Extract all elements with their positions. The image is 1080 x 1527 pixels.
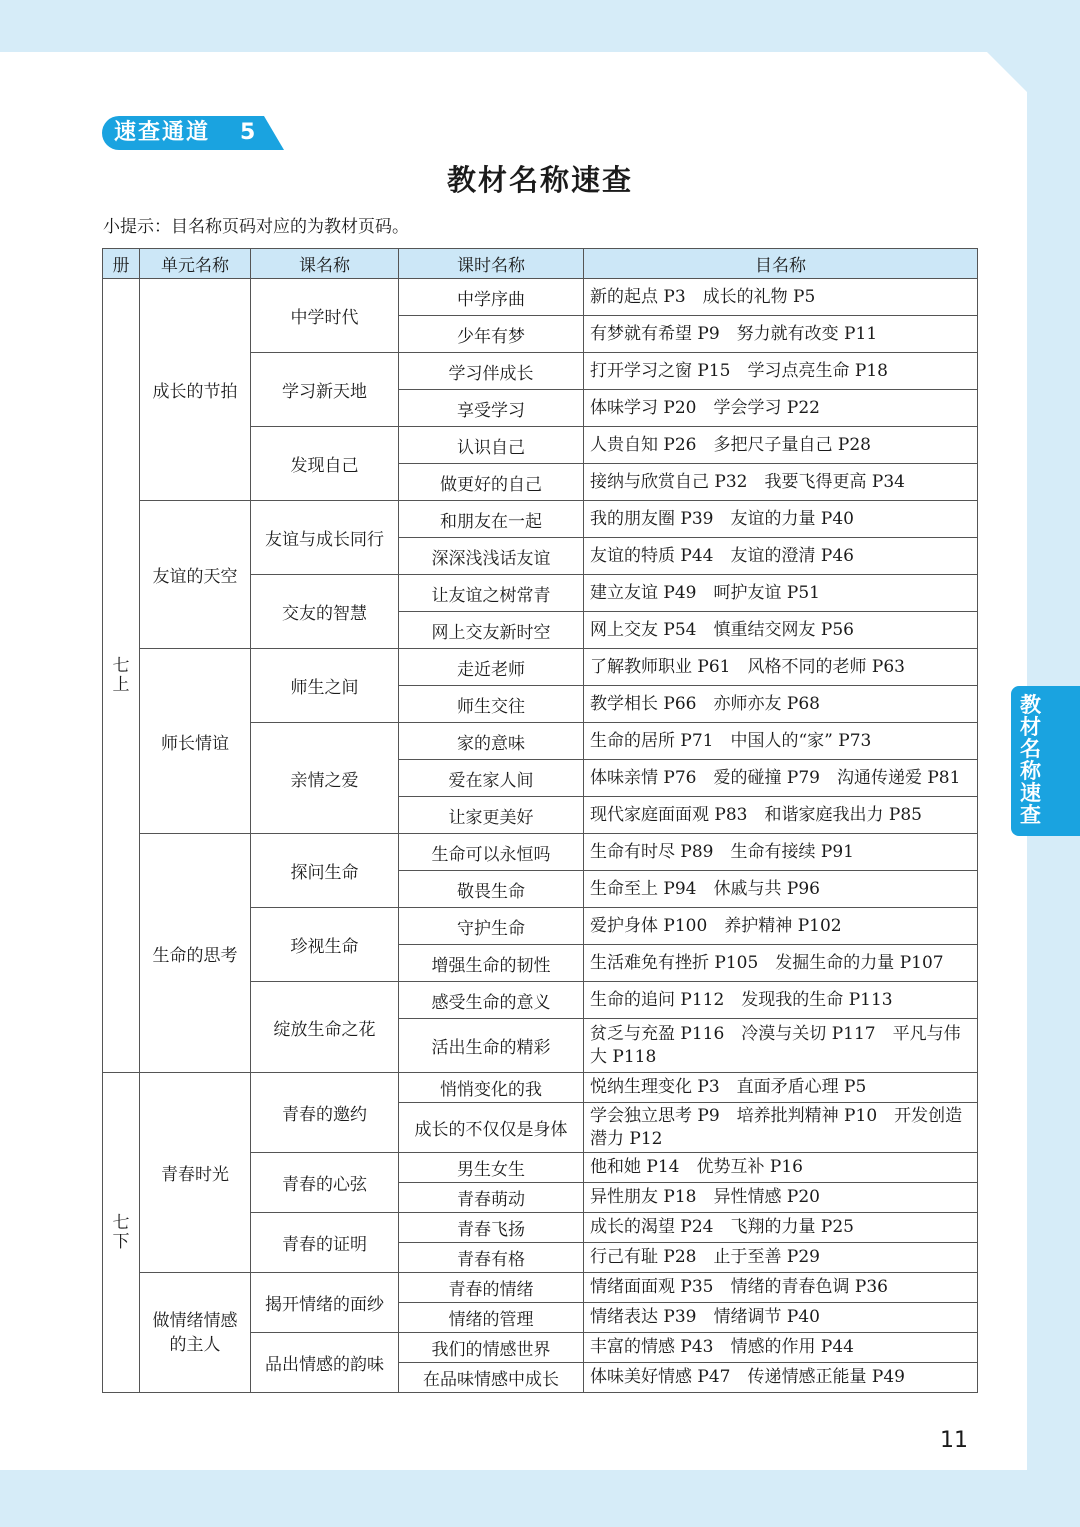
period-cell: 中学序曲 xyxy=(399,279,584,316)
lesson-cell: 绽放生命之花 xyxy=(251,982,399,1073)
period-cell: 我们的情感世界 xyxy=(399,1333,584,1363)
section-badge-number: 5 xyxy=(240,120,256,145)
item-cell: 异性朋友 P18 异性情感 P20 xyxy=(584,1183,978,1213)
item-cell: 行己有耻 P28 止于至善 P29 xyxy=(584,1243,978,1273)
item-cell: 建立友谊 P49 呵护友谊 P51 xyxy=(584,575,978,612)
header-volume: 册 xyxy=(103,249,140,279)
item-cell: 贫乏与充盈 P116 冷漠与关切 P117 平凡与伟大 P118 xyxy=(584,1019,978,1073)
period-cell: 感受生命的意义 xyxy=(399,982,584,1019)
period-cell: 青春有格 xyxy=(399,1243,584,1273)
item-cell: 生命至上 P94 休戚与共 P96 xyxy=(584,871,978,908)
period-cell: 让家更美好 xyxy=(399,797,584,834)
section-badge xyxy=(102,116,284,150)
item-cell: 丰富的情感 P43 情感的作用 P44 xyxy=(584,1333,978,1363)
catalog-table xyxy=(102,248,978,1393)
item-cell: 学会独立思考 P9 培养批判精神 P10 开发创造潜力 P12 xyxy=(584,1103,978,1153)
period-cell: 男生女生 xyxy=(399,1153,584,1183)
item-cell: 教学相长 P66 亦师亦友 P68 xyxy=(584,686,978,723)
period-cell: 悄悄变化的我 xyxy=(399,1073,584,1103)
item-cell: 体味学习 P20 学会学习 P22 xyxy=(584,390,978,427)
header-item: 目名称 xyxy=(584,249,978,279)
table-row xyxy=(103,1273,978,1303)
lesson-cell: 发现自己 xyxy=(251,427,399,501)
lesson-cell: 友谊与成长同行 xyxy=(251,501,399,575)
item-cell: 生命的居所 P71 中国人的“家” P73 xyxy=(584,723,978,760)
item-cell: 体味亲情 P76 爱的碰撞 P79 沟通传递爱 P81 xyxy=(584,760,978,797)
item-cell: 打开学习之窗 P15 学习点亮生命 P18 xyxy=(584,353,978,390)
unit-cell: 师长情谊 xyxy=(140,649,251,834)
item-cell: 友谊的特质 P44 友谊的澄清 P46 xyxy=(584,538,978,575)
period-cell: 青春的情绪 xyxy=(399,1273,584,1303)
lesson-cell: 珍视生命 xyxy=(251,908,399,982)
period-cell: 少年有梦 xyxy=(399,316,584,353)
header-period: 课时名称 xyxy=(399,249,584,279)
period-cell: 走近老师 xyxy=(399,649,584,686)
lesson-cell: 青春的证明 xyxy=(251,1213,399,1273)
period-cell: 做更好的自己 xyxy=(399,464,584,501)
item-cell: 体味美好情感 P47 传递情感正能量 P49 xyxy=(584,1363,978,1393)
table-row xyxy=(103,279,978,316)
lesson-cell: 探问生命 xyxy=(251,834,399,908)
item-cell: 生活难免有挫折 P105 发掘生命的力量 P107 xyxy=(584,945,978,982)
item-cell: 我的朋友圈 P39 友谊的力量 P40 xyxy=(584,501,978,538)
item-cell: 了解教师职业 P61 风格不同的老师 P63 xyxy=(584,649,978,686)
item-cell: 现代家庭面面观 P83 和谐家庭我出力 P85 xyxy=(584,797,978,834)
period-cell: 让友谊之树常青 xyxy=(399,575,584,612)
lesson-cell: 青春的心弦 xyxy=(251,1153,399,1213)
period-cell: 成长的不仅仅是身体 xyxy=(399,1103,584,1153)
lesson-cell: 青春的邀约 xyxy=(251,1073,399,1153)
item-cell: 生命的追问 P112 发现我的生命 P113 xyxy=(584,982,978,1019)
item-cell: 生命有时尽 P89 生命有接续 P91 xyxy=(584,834,978,871)
table-row xyxy=(103,834,978,871)
period-cell: 爱在家人间 xyxy=(399,760,584,797)
page-number: 11 xyxy=(940,1428,968,1453)
table-header-row xyxy=(103,249,978,279)
tip-text: 小提示：目名称页码对应的为教材页码。 xyxy=(103,217,409,237)
item-cell: 有梦就有希望 P9 努力就有改变 P11 xyxy=(584,316,978,353)
item-cell: 情绪面面观 P35 情绪的青春色调 P36 xyxy=(584,1273,978,1303)
period-cell: 和朋友在一起 xyxy=(399,501,584,538)
item-cell: 新的起点 P3 成长的礼物 P5 xyxy=(584,279,978,316)
unit-cell: 成长的节拍 xyxy=(140,279,251,501)
item-cell: 成长的渴望 P24 飞翔的力量 P25 xyxy=(584,1213,978,1243)
lesson-cell: 揭开情绪的面纱 xyxy=(251,1273,399,1333)
period-cell: 在品味情感中成长 xyxy=(399,1363,584,1393)
item-cell: 他和她 P14 优势互补 P16 xyxy=(584,1153,978,1183)
item-cell: 情绪表达 P39 情绪调节 P40 xyxy=(584,1303,978,1333)
lesson-cell: 亲情之爱 xyxy=(251,723,399,834)
period-cell: 增强生命的韧性 xyxy=(399,945,584,982)
item-cell: 悦纳生理变化 P3 直面矛盾心理 P5 xyxy=(584,1073,978,1103)
item-cell: 接纳与欣赏自己 P32 我要飞得更高 P34 xyxy=(584,464,978,501)
period-cell: 学习伴成长 xyxy=(399,353,584,390)
table-row xyxy=(103,1073,978,1103)
lesson-cell: 师生之间 xyxy=(251,649,399,723)
header-lesson: 课名称 xyxy=(251,249,399,279)
lesson-cell: 学习新天地 xyxy=(251,353,399,427)
header-unit: 单元名称 xyxy=(140,249,251,279)
unit-cell: 做情绪情感的主人 xyxy=(140,1273,251,1393)
period-cell: 青春萌动 xyxy=(399,1183,584,1213)
volume-cell: 七上 xyxy=(103,279,140,1073)
page-corner-fold xyxy=(987,52,1027,92)
item-cell: 人贵自知 P26 多把尺子量自己 P28 xyxy=(584,427,978,464)
period-cell: 生命可以永恒吗 xyxy=(399,834,584,871)
period-cell: 守护生命 xyxy=(399,908,584,945)
period-cell: 享受学习 xyxy=(399,390,584,427)
period-cell: 活出生命的精彩 xyxy=(399,1019,584,1073)
period-cell: 深深浅浅话友谊 xyxy=(399,538,584,575)
table-row xyxy=(103,649,978,686)
lesson-cell: 中学时代 xyxy=(251,279,399,353)
item-cell: 爱护身体 P100 养护精神 P102 xyxy=(584,908,978,945)
side-tab-label: 教材名称速查 xyxy=(1020,693,1041,827)
period-cell: 网上交友新时空 xyxy=(399,612,584,649)
lesson-cell: 交友的智慧 xyxy=(251,575,399,649)
period-cell: 青春飞扬 xyxy=(399,1213,584,1243)
item-cell: 网上交友 P54 慎重结交网友 P56 xyxy=(584,612,978,649)
section-badge-label: 速查通道 xyxy=(114,120,211,145)
period-cell: 家的意味 xyxy=(399,723,584,760)
volume-cell: 七下 xyxy=(103,1073,140,1393)
unit-cell: 生命的思考 xyxy=(140,834,251,1073)
unit-cell: 友谊的天空 xyxy=(140,501,251,649)
table-row xyxy=(103,501,978,538)
unit-cell: 青春时光 xyxy=(140,1073,251,1273)
period-cell: 情绪的管理 xyxy=(399,1303,584,1333)
page-title: 教材名称速查 xyxy=(446,163,633,197)
period-cell: 认识自己 xyxy=(399,427,584,464)
period-cell: 师生交往 xyxy=(399,686,584,723)
period-cell: 敬畏生命 xyxy=(399,871,584,908)
lesson-cell: 品出情感的韵味 xyxy=(251,1333,399,1393)
